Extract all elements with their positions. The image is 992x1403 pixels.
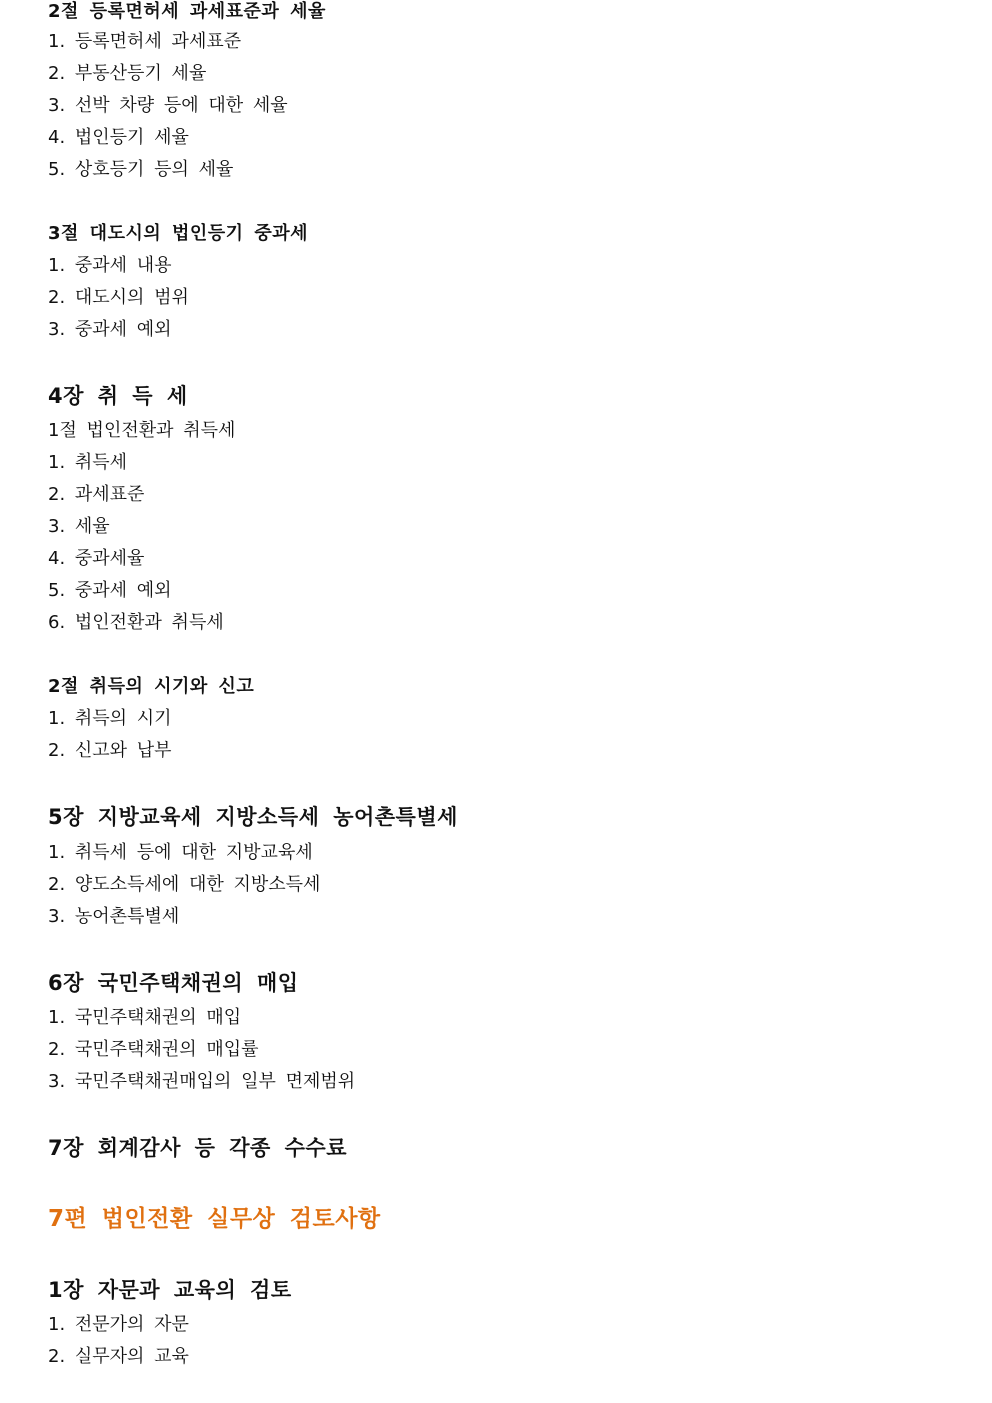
list-item: 3. 중과세 예외 [48,319,172,340]
list-item: 1. 등록면허세 과세표준 [48,31,242,52]
list-item: 1. 중과세 내용 [48,255,172,276]
list-item: 2. 부동산등기 세율 [48,63,207,84]
chapter-heading: 1장 자문과 교육의 검토 [48,1278,292,1302]
list-item: 4. 법인등기 세율 [48,127,189,148]
list-item: 3. 세율 [48,516,110,537]
list-item: 5. 상호등기 등의 세율 [48,159,234,180]
chapter-heading: 5장 지방교육세 지방소득세 농어촌특별세 [48,805,458,829]
list-item: 2. 신고와 납부 [48,740,172,761]
list-item: 2. 대도시의 범위 [48,287,189,308]
list-item: 1. 취득세 등에 대한 지방교육세 [48,842,313,863]
section-heading: 2절 취득의 시기와 신고 [48,676,255,697]
list-item: 3. 국민주택채권매입의 일부 면제범위 [48,1071,356,1092]
list-item: 1. 전문가의 자문 [48,1314,189,1335]
list-item: 5. 중과세 예외 [48,580,172,601]
list-item: 1. 취득의 시기 [48,708,172,729]
list-item: 2. 국민주택채권의 매입률 [48,1039,259,1060]
list-item: 4. 중과세율 [48,548,145,569]
chapter-heading: 6장 국민주택채권의 매입 [48,971,299,995]
section-label: 1절 법인전환과 취득세 [48,420,236,441]
list-item: 3. 농어촌특별세 [48,906,180,927]
part-heading: 7편 법인전환 실무상 검토사항 [48,1206,381,1232]
chapter-heading: 7장 회계감사 등 각종 수수료 [48,1136,348,1160]
list-item: 3. 선박 차량 등에 대한 세율 [48,95,288,116]
list-item: 1. 취득세 [48,452,128,473]
list-item: 2. 과세표준 [48,484,145,505]
chapter-heading: 4장 취 득 세 [48,384,188,408]
list-item: 2. 실무자의 교육 [48,1346,189,1367]
list-item: 6. 법인전환과 취득세 [48,612,224,633]
list-item: 2. 양도소득세에 대한 지방소득세 [48,874,321,895]
list-item: 1. 국민주택채권의 매입 [48,1007,242,1028]
section-heading: 3절 대도시의 법인등기 중과세 [48,223,308,244]
section-heading: 2절 등록면허세 과세표준과 세율 [48,1,326,22]
